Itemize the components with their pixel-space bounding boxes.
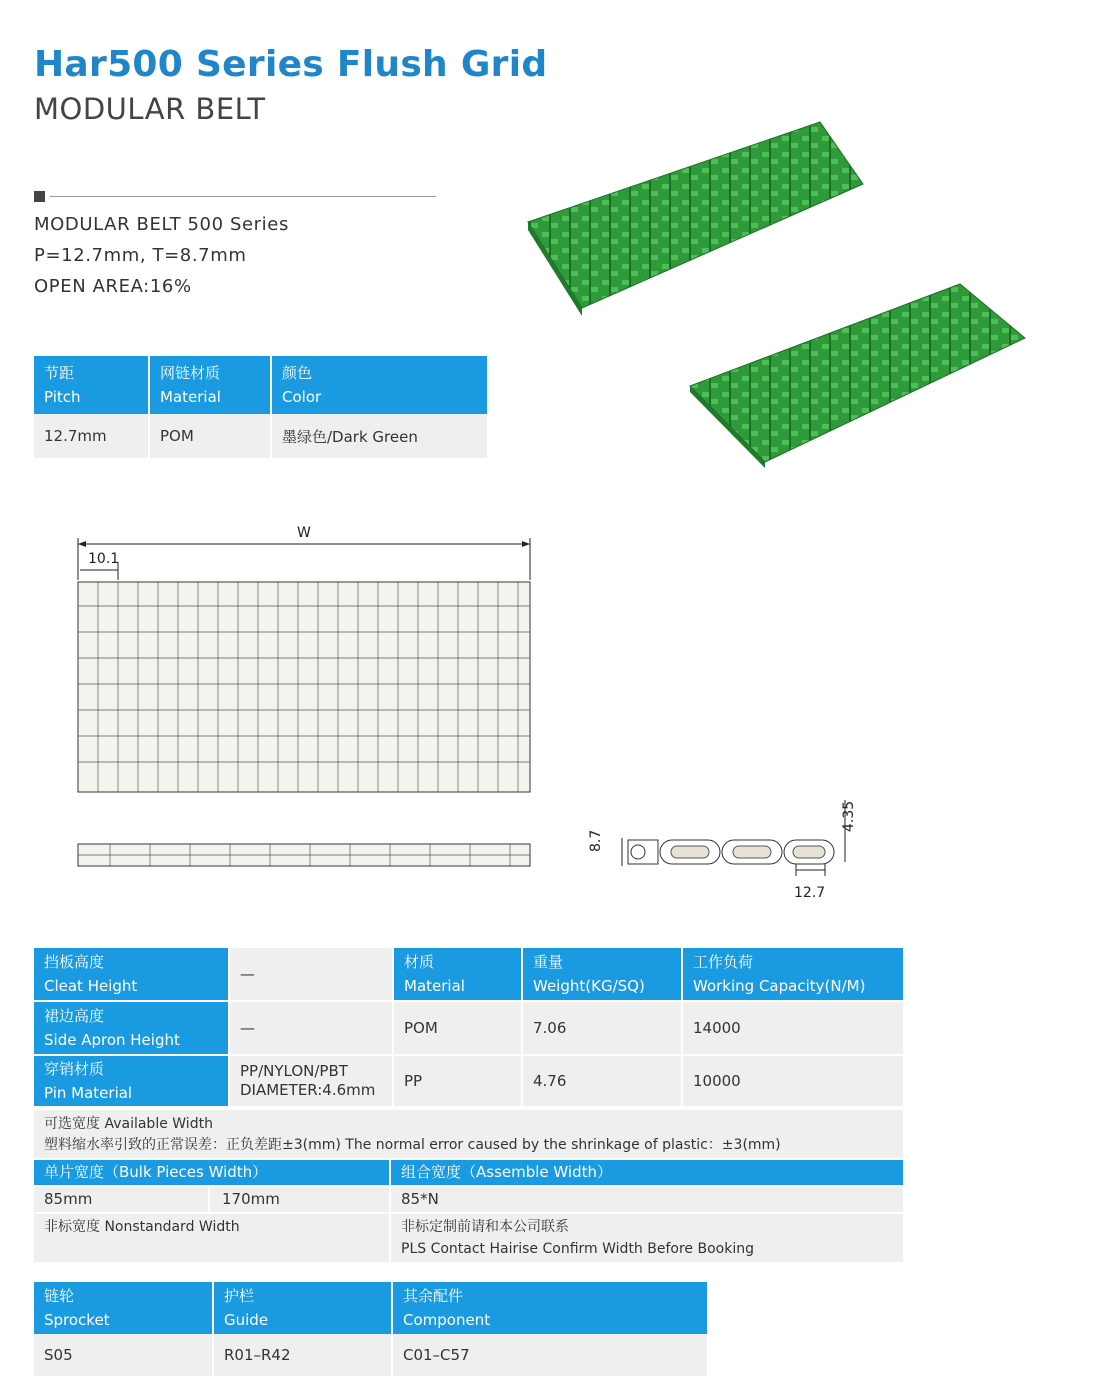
cell-capacity-1: 14000 bbox=[683, 1002, 903, 1056]
header-guide: 护栏 Guide bbox=[214, 1282, 393, 1334]
belt-product-images bbox=[520, 118, 1040, 468]
divider-marker bbox=[34, 191, 45, 202]
header-pitch: 节距 Pitch bbox=[34, 356, 150, 414]
belt-render-bottom bbox=[690, 284, 1025, 468]
cell-material-2: PP bbox=[394, 1056, 523, 1108]
bulk-width-85: 85mm bbox=[34, 1187, 208, 1212]
header-component: 其余配件 Component bbox=[393, 1282, 707, 1334]
header-side-apron-height: 裙边高度 Side Apron Height bbox=[34, 1002, 230, 1056]
cell-material: POM bbox=[150, 414, 272, 458]
cell-cleat-height: — bbox=[230, 948, 394, 1002]
cell-material-1: POM bbox=[394, 1002, 523, 1056]
header-pin-material: 穿销材质 Pin Material bbox=[34, 1056, 230, 1108]
divider-line bbox=[50, 196, 436, 197]
width-label: W bbox=[297, 525, 311, 541]
half-thickness-label: 4.35 bbox=[841, 800, 857, 832]
belt-render-top bbox=[528, 122, 863, 316]
capacity-table bbox=[34, 948, 903, 1108]
belt-top-view-drawing bbox=[70, 520, 540, 880]
nonstandard-width: 非标宽度 Nonstandard Width bbox=[34, 1214, 389, 1262]
available-width-title: 可选宽度 Available Width bbox=[44, 1116, 213, 1132]
cell-pitch: 12.7mm bbox=[34, 414, 150, 458]
cell-weight-1: 7.06 bbox=[523, 1002, 683, 1056]
contact-note: 非标定制前请和本公司联系 PLS Contact Hairise Confirm Width Before Booking bbox=[391, 1214, 903, 1262]
header-cleat-height: 挡板高度 Cleat Height bbox=[34, 948, 230, 1002]
page-title: Har500 Series Flush Grid bbox=[34, 44, 548, 85]
cell-capacity-2: 10000 bbox=[683, 1056, 903, 1108]
header-color: 颜色 Color bbox=[272, 356, 487, 414]
bulk-width-header: 单片宽度（Bulk Pieces Width） bbox=[34, 1160, 389, 1185]
header-sprocket: 链轮 Sprocket bbox=[34, 1282, 214, 1334]
assemble-width-value: 85*N bbox=[391, 1187, 903, 1212]
spec-pitch-thickness: P=12.7mm, T=8.7mm bbox=[34, 245, 247, 266]
header-material: 网链材质 Material bbox=[150, 356, 272, 414]
tolerance-note: 塑料缩水率引致的正常误差：正负差距±3(mm) The normal error caused by the shrinkage of plastic：±3(mm) bbox=[44, 1137, 781, 1153]
spec-open-area: OPEN AREA:16% bbox=[34, 276, 192, 297]
available-width-note bbox=[34, 1110, 903, 1158]
spec-series: MODULAR BELT 500 Series bbox=[34, 214, 289, 235]
pitch-width-label: 10.1 bbox=[88, 551, 120, 567]
thickness-label: 8.7 bbox=[588, 829, 604, 852]
cell-component: C01–C57 bbox=[393, 1334, 707, 1376]
cell-guide: R01–R42 bbox=[214, 1334, 393, 1376]
cell-sprocket: S05 bbox=[34, 1334, 214, 1376]
assemble-width-header: 组合宽度（Assemble Width） bbox=[391, 1160, 903, 1185]
accessories-table bbox=[34, 1282, 707, 1376]
page-subtitle: MODULAR BELT bbox=[34, 92, 266, 126]
header-weight: 重量 Weight(KG/SQ) bbox=[523, 948, 683, 1002]
pitch-label: 12.7 bbox=[794, 885, 826, 901]
header-material: 材质 Material bbox=[394, 948, 523, 1002]
bulk-width-170: 170mm bbox=[210, 1187, 389, 1212]
cell-color: 墨绿色/Dark Green bbox=[272, 414, 487, 458]
spec-table bbox=[34, 356, 487, 458]
cell-pin-material: PP/NYLON/PBT DIAMETER:4.6mm bbox=[230, 1056, 394, 1108]
header-working-capacity: 工作负荷 Working Capacity(N/M) bbox=[683, 948, 903, 1002]
cell-side-apron-height: — bbox=[230, 1002, 394, 1056]
belt-profile-drawing bbox=[600, 790, 880, 890]
cell-weight-2: 4.76 bbox=[523, 1056, 683, 1108]
